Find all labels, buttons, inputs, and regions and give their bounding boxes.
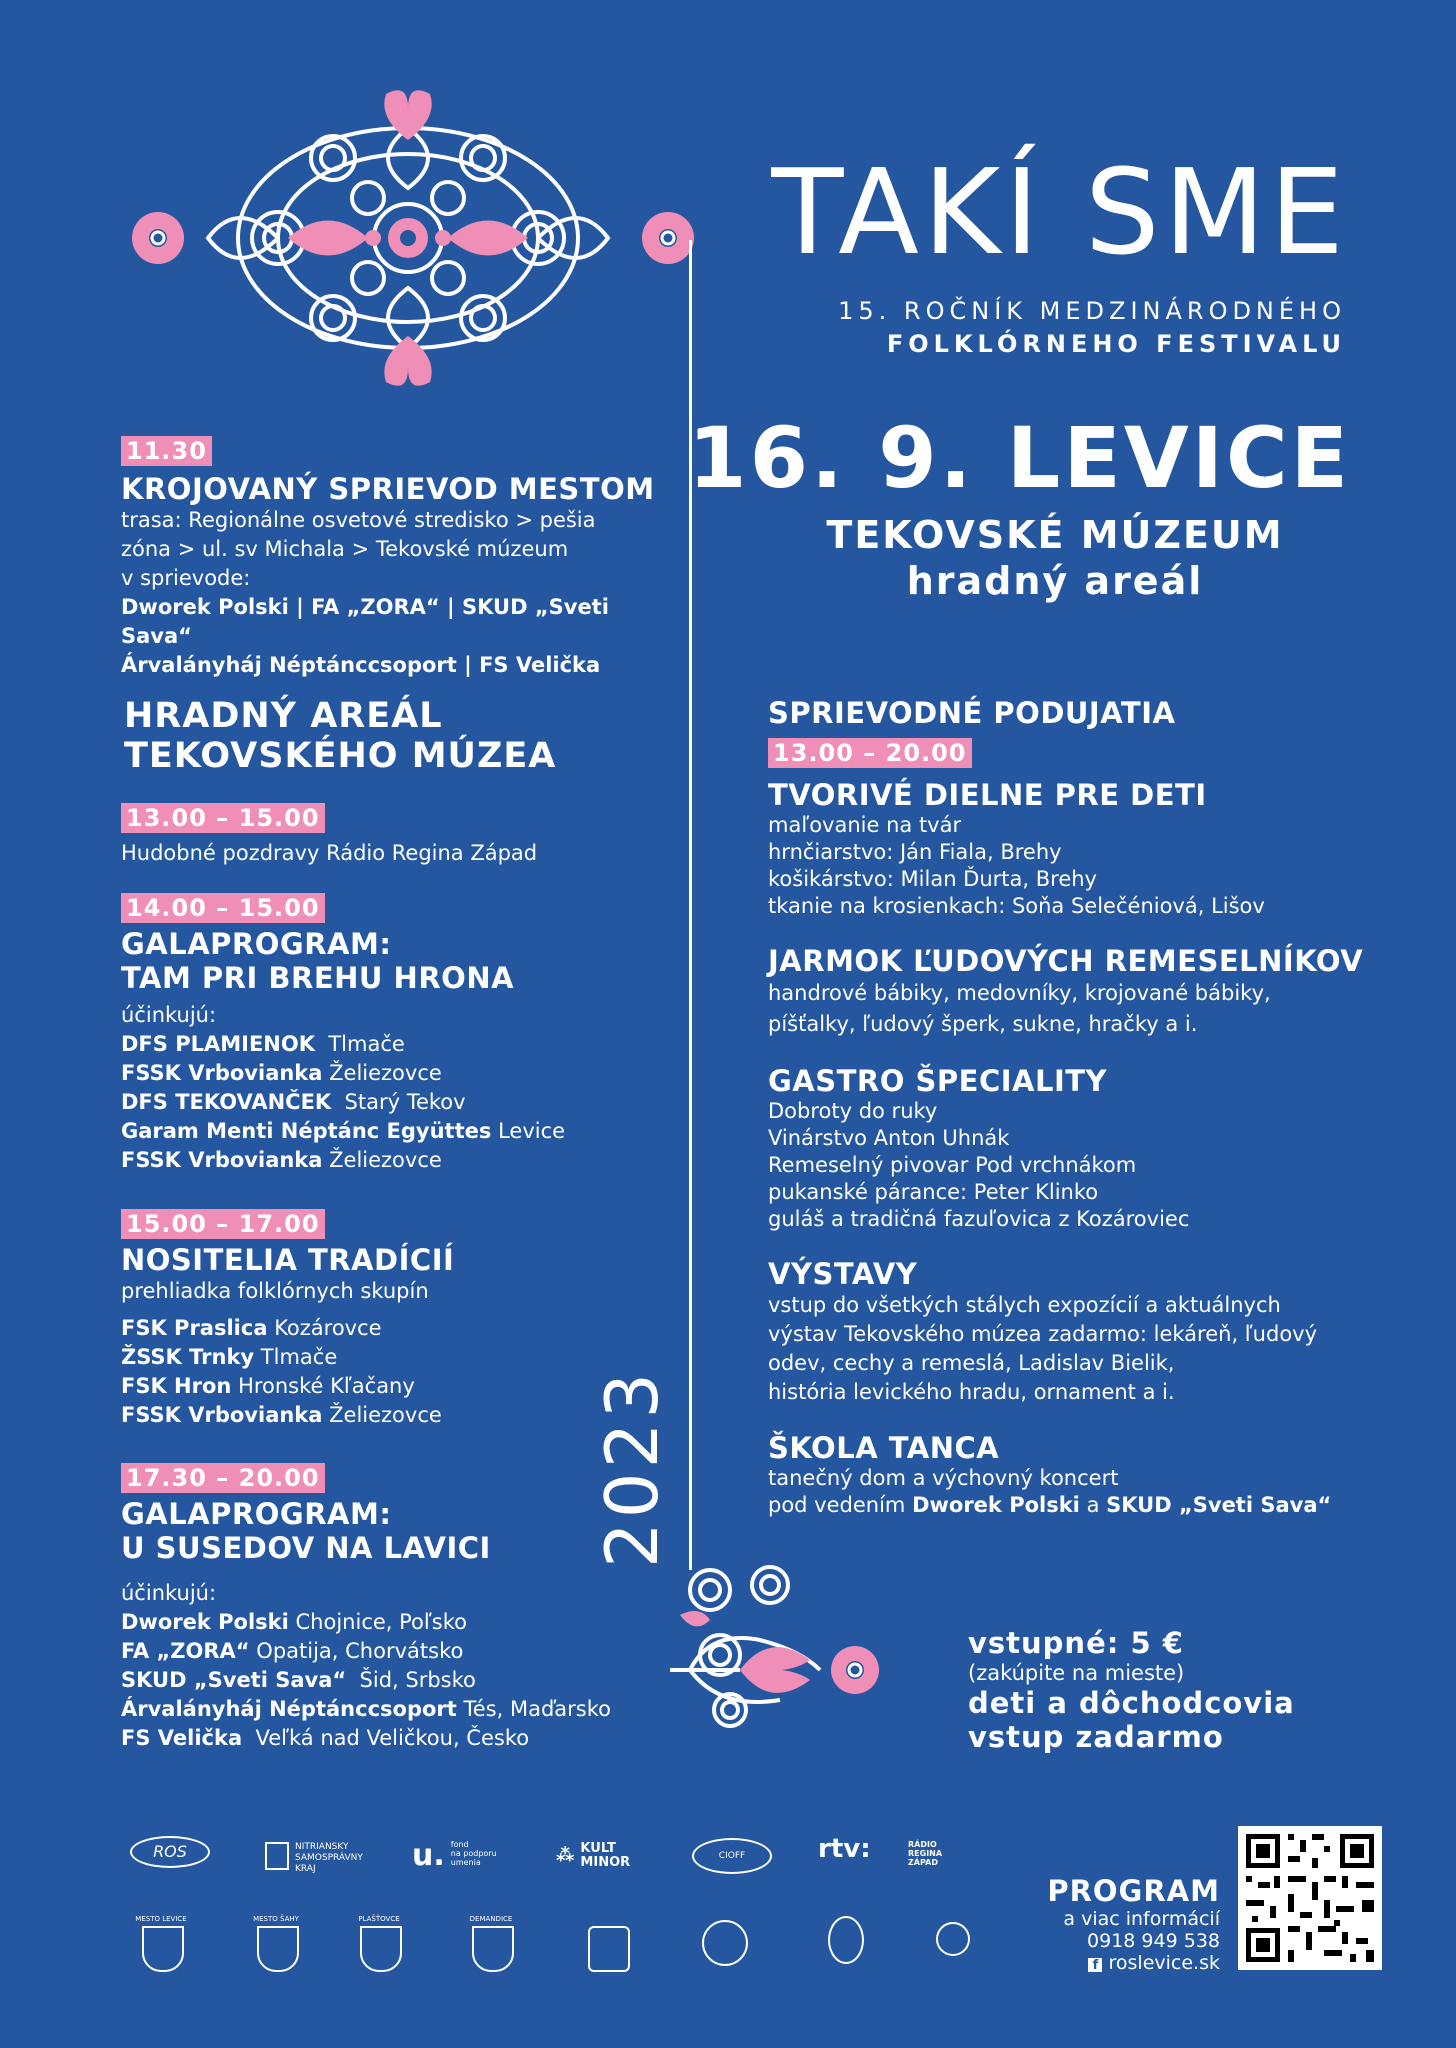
performer-place: Šid, Srbsko xyxy=(359,1668,476,1692)
dance-group: Dworek Polski xyxy=(912,1493,1080,1517)
performer-name: FSSK Vrbovianka xyxy=(121,1148,323,1172)
parade-label: v sprievode: xyxy=(121,566,251,590)
festival-subtitle-2: FOLKLÓRNEHO FESTIVALU xyxy=(886,330,1346,358)
rtv-text: rtv: xyxy=(818,1834,871,1864)
levice-crest-icon xyxy=(142,1926,184,1972)
regina-text: RÁDIO xyxy=(908,1840,937,1849)
performer-row xyxy=(121,1314,681,1343)
dance-line-1: tanečný dom a výchovný koncert xyxy=(768,1466,1119,1490)
performer-name: DFS PLAMIENOK xyxy=(121,1032,315,1056)
performer-place: Želiezovce xyxy=(329,1148,442,1172)
kult-text: KULT xyxy=(580,1841,616,1856)
gastro-line: Dobroty do ruky xyxy=(768,1099,938,1123)
crest-label: PLAŠŤOVCE xyxy=(358,1915,400,1923)
performer-row xyxy=(121,1059,681,1088)
market-line: handrové bábiky, medovníky, krojované bábiky, xyxy=(768,981,1271,1005)
performer-row xyxy=(121,1608,701,1637)
contact-phone: 0918 949 538 xyxy=(1087,1930,1220,1952)
market-line: píšťalky, ľudový šperk, sukne, hračky a i. xyxy=(768,1012,1198,1036)
performer-name: FSSK Vrbovianka xyxy=(121,1061,323,1085)
exhibitions-line: vstup do všetkých stálych expozícií a aktuálnych xyxy=(768,1293,1281,1317)
demandice-crest-icon xyxy=(472,1926,514,1972)
program-block-3 xyxy=(121,1209,681,1430)
municipal-crest-icon xyxy=(588,1926,630,1972)
festival-subtitle-1: 15. ROČNÍK MEDZINÁRODNÉHO xyxy=(838,297,1346,325)
crest-label: DEMANDICE xyxy=(469,1915,513,1923)
performer-place: Kozárovce xyxy=(274,1316,382,1340)
levice-info-icon xyxy=(936,1922,970,1956)
gastro-line: pukanské párance: Peter Klinko xyxy=(768,1180,1099,1204)
block2-performers xyxy=(121,1030,681,1175)
nsk-crest-icon xyxy=(265,1842,289,1870)
performer-place: Starý Tekov xyxy=(344,1090,466,1114)
bottom-ornament-icon xyxy=(670,1560,910,1740)
ros-logo-text: ROS xyxy=(153,1842,187,1861)
side-events xyxy=(768,696,1368,1519)
dance-line-2 xyxy=(768,1492,1368,1519)
performer-name: FSSK Vrbovianka xyxy=(121,1403,323,1427)
performer-row xyxy=(121,1343,681,1372)
block4-performers xyxy=(121,1608,701,1753)
performer-name: FSK Praslica xyxy=(121,1316,268,1340)
gastro-title: GASTRO ŠPECIALITY xyxy=(768,1064,1108,1098)
performer-name: FSK Hron xyxy=(121,1374,232,1398)
dance-text: a xyxy=(1079,1493,1107,1517)
performer-name: DFS TEKOVANČEK xyxy=(121,1090,332,1114)
performer-place: Veľká nad Veličkou, Česko xyxy=(255,1726,530,1750)
performer-row xyxy=(121,1146,681,1175)
performer-place: Levice xyxy=(498,1119,566,1143)
area-title-2: TEKOVSKÉHO MÚZEA xyxy=(124,736,557,776)
performer-name: ŽSSK Trnky xyxy=(121,1345,255,1369)
kult-minor-logo xyxy=(556,1842,646,1870)
dance-text: pod vedením xyxy=(768,1493,913,1517)
parade-groups-2: Árvalányháj Néptánccsoport | FS Velička xyxy=(121,653,601,677)
parade-section xyxy=(121,436,681,680)
entry-note: (zakúpite na mieste) xyxy=(968,1661,1185,1685)
venue-line-1: TEKOVSKÉ MÚZEUM xyxy=(826,513,1284,557)
performer-name: FS Velička xyxy=(121,1726,243,1750)
performer-place: Chojnice, Poľsko xyxy=(295,1610,467,1634)
top-ornament-icon xyxy=(118,88,698,388)
performer-place: Opatija, Chorvátsko xyxy=(256,1639,464,1663)
parade-route-2: zóna > ul. sv Michala > Tekovské múzeum xyxy=(121,537,569,561)
regina-text: REGINA xyxy=(908,1849,943,1858)
exhibitions-title: VÝSTAVY xyxy=(768,1257,918,1291)
side-title: SPRIEVODNÉ PODUJATIA xyxy=(768,696,1176,730)
qr-code-icon[interactable] xyxy=(1238,1826,1382,1970)
block3-desc: prehliadka folklórnych skupín xyxy=(121,1279,429,1303)
side-time: 13.00 – 20.00 xyxy=(768,738,972,768)
fpu-logo xyxy=(412,1840,502,1872)
rtv-logo xyxy=(818,1834,888,1864)
workshops-line: hrnčiarstvo: Ján Fiala, Brehy xyxy=(768,840,1062,864)
ros-logo xyxy=(130,1836,210,1868)
performer-name: SKUD „Sveti Sava“ xyxy=(121,1668,347,1692)
area-title-1: HRADNÝ AREÁL xyxy=(124,696,443,736)
block2-label: účinkujú: xyxy=(121,1003,217,1027)
performer-name: FA „ZORA“ xyxy=(121,1639,250,1663)
market-title: JARMOK ĽUDOVÝCH REMESELNÍKOV xyxy=(768,944,1364,978)
block4-label: účinkujú: xyxy=(121,1581,217,1605)
parade-groups-1: Dworek Polski | FA „ZORA“ | SKUD „Sveti Sava“ xyxy=(121,595,609,648)
area-heading xyxy=(124,696,556,776)
entry-kids-1: deti a dôchodcovia xyxy=(968,1686,1295,1720)
workshops-title: TVORIVÉ DIELNE PRE DETI xyxy=(768,778,1207,812)
plastovce-crest-icon xyxy=(360,1926,402,1972)
parade-title: KROJOVANÝ SPRIEVOD MESTOM xyxy=(121,472,655,506)
performer-row xyxy=(121,1401,681,1430)
block2-title-2: TAM PRI BREHU HRONA xyxy=(121,961,515,995)
block2-time: 14.00 – 15.00 xyxy=(121,893,325,923)
contact-info: a viac informácií xyxy=(1063,1908,1220,1930)
radio-regina-logo xyxy=(908,1840,988,1867)
performer-row xyxy=(121,1724,701,1753)
gastro-line: Remeselný pivovar Pod vrchnákom xyxy=(768,1153,1137,1177)
entry-kids-2: vstup zadarmo xyxy=(968,1720,1224,1754)
entry-info xyxy=(968,1626,1328,1754)
festival-title: TAKÍ SME xyxy=(771,143,1348,281)
crest-label: MESTO ŠAHY xyxy=(253,1915,299,1923)
performer-place: Hronské Kľačany xyxy=(238,1374,415,1398)
winery-seal-icon xyxy=(828,1916,864,1964)
performer-place: Želiezovce xyxy=(329,1061,442,1085)
kult-text: MINOR xyxy=(580,1855,631,1870)
performer-name: Árvalányháj Néptánccsoport xyxy=(121,1697,457,1721)
workshops-line: maľovanie na tvár xyxy=(768,813,962,837)
round-seal-icon xyxy=(702,1920,748,1966)
contact-program: PROGRAM xyxy=(1047,1874,1220,1908)
nsk-logo xyxy=(265,1842,375,1875)
workshops-line: tkanie na krosienkach: Soňa Selečéniová, Lišov xyxy=(768,894,1265,918)
block4-title-1: GALAPROGRAM: xyxy=(121,1497,392,1531)
performer-row xyxy=(121,1637,701,1666)
sahy-crest-icon xyxy=(257,1926,299,1972)
performer-row xyxy=(121,1666,701,1695)
performer-place: Tés, Maďarsko xyxy=(463,1697,611,1721)
block3-performers xyxy=(121,1314,681,1430)
parade-route-1: trasa: Regionálne osvetové stredisko > pešia xyxy=(121,508,596,532)
performer-name: Dworek Polski xyxy=(121,1610,289,1634)
performer-place: Tlmače xyxy=(260,1345,338,1369)
block3-title: NOSITELIA TRADÍCIÍ xyxy=(121,1243,455,1277)
performer-row xyxy=(121,1372,681,1401)
workshops-line: košikárstvo: Milan Ďurta, Brehy xyxy=(768,867,1097,891)
block2-title-1: GALAPROGRAM: xyxy=(121,927,392,961)
nsk-text: SAMOSPRÁVNY xyxy=(295,1853,363,1863)
block4-title-2: U SUSEDOV NA LAVICI xyxy=(121,1531,491,1565)
festival-date: 16. 9. LEVICE xyxy=(688,409,1351,507)
block1-time: 13.00 – 15.00 xyxy=(121,803,325,833)
parade-time: 11.30 xyxy=(121,436,212,466)
program-block-4 xyxy=(121,1463,701,1753)
cioff-logo xyxy=(692,1838,772,1874)
exhibitions-line: história levického hradu, ornament a i. xyxy=(768,1380,1175,1404)
venue-line-2: hradný areál xyxy=(906,559,1204,603)
gastro-line: Vinárstvo Anton Uhnák xyxy=(768,1126,1010,1150)
dance-title: ŠKOLA TANCA xyxy=(768,1431,1000,1465)
program-block-2 xyxy=(121,893,681,1175)
performer-row xyxy=(121,1030,681,1059)
block1-desc: Hudobné pozdravy Rádio Regina Západ xyxy=(121,841,538,865)
performer-place: Tlmače xyxy=(328,1032,405,1056)
performer-row xyxy=(121,1117,681,1146)
facebook-icon: f xyxy=(1088,1958,1102,1972)
fpu-text: na podporu xyxy=(450,1849,497,1858)
nsk-text: KRAJ xyxy=(295,1864,316,1874)
contact-web xyxy=(1000,1952,1220,1974)
gastro-line: guláš a tradičná fazuľovica z Kozároviec xyxy=(768,1207,1190,1231)
entry-price: vstupné: 5 € xyxy=(968,1626,1184,1660)
program-block-1 xyxy=(121,803,681,868)
kult-dots-icon: ⁂ xyxy=(556,1845,575,1866)
block3-time: 15.00 – 17.00 xyxy=(121,1209,325,1239)
dance-group: SKUD „Sveti Sava“ xyxy=(1106,1493,1332,1517)
performer-row xyxy=(121,1088,681,1117)
performer-name: Garam Menti Néptánc Együttes xyxy=(121,1119,492,1143)
regina-text: ZÁPAD xyxy=(908,1858,938,1867)
cioff-text: CIOFF xyxy=(718,1851,746,1861)
performer-place: Želiezovce xyxy=(329,1403,442,1427)
performer-row xyxy=(121,1695,701,1724)
contact-block xyxy=(1000,1874,1220,1974)
exhibitions-line: odev, cechy a remeslá, Ladislav Bielik, xyxy=(768,1351,1175,1375)
exhibitions-line: výstav Tekovského múzea zadarmo: lekáreň, ľudový xyxy=(768,1322,1318,1346)
venue xyxy=(760,512,1350,604)
fpu-mark: u. xyxy=(412,1838,445,1873)
fpu-text: fond xyxy=(450,1840,469,1849)
crest-label: MESTO LEVICE xyxy=(135,1915,187,1923)
fpu-text: umenia xyxy=(450,1858,481,1867)
nsk-text: NITRIANSKY xyxy=(295,1842,349,1852)
website-link[interactable]: roslevice.sk xyxy=(1108,1952,1220,1974)
block4-time: 17.30 – 20.00 xyxy=(121,1463,325,1493)
year: 2023 xyxy=(590,1368,674,1568)
